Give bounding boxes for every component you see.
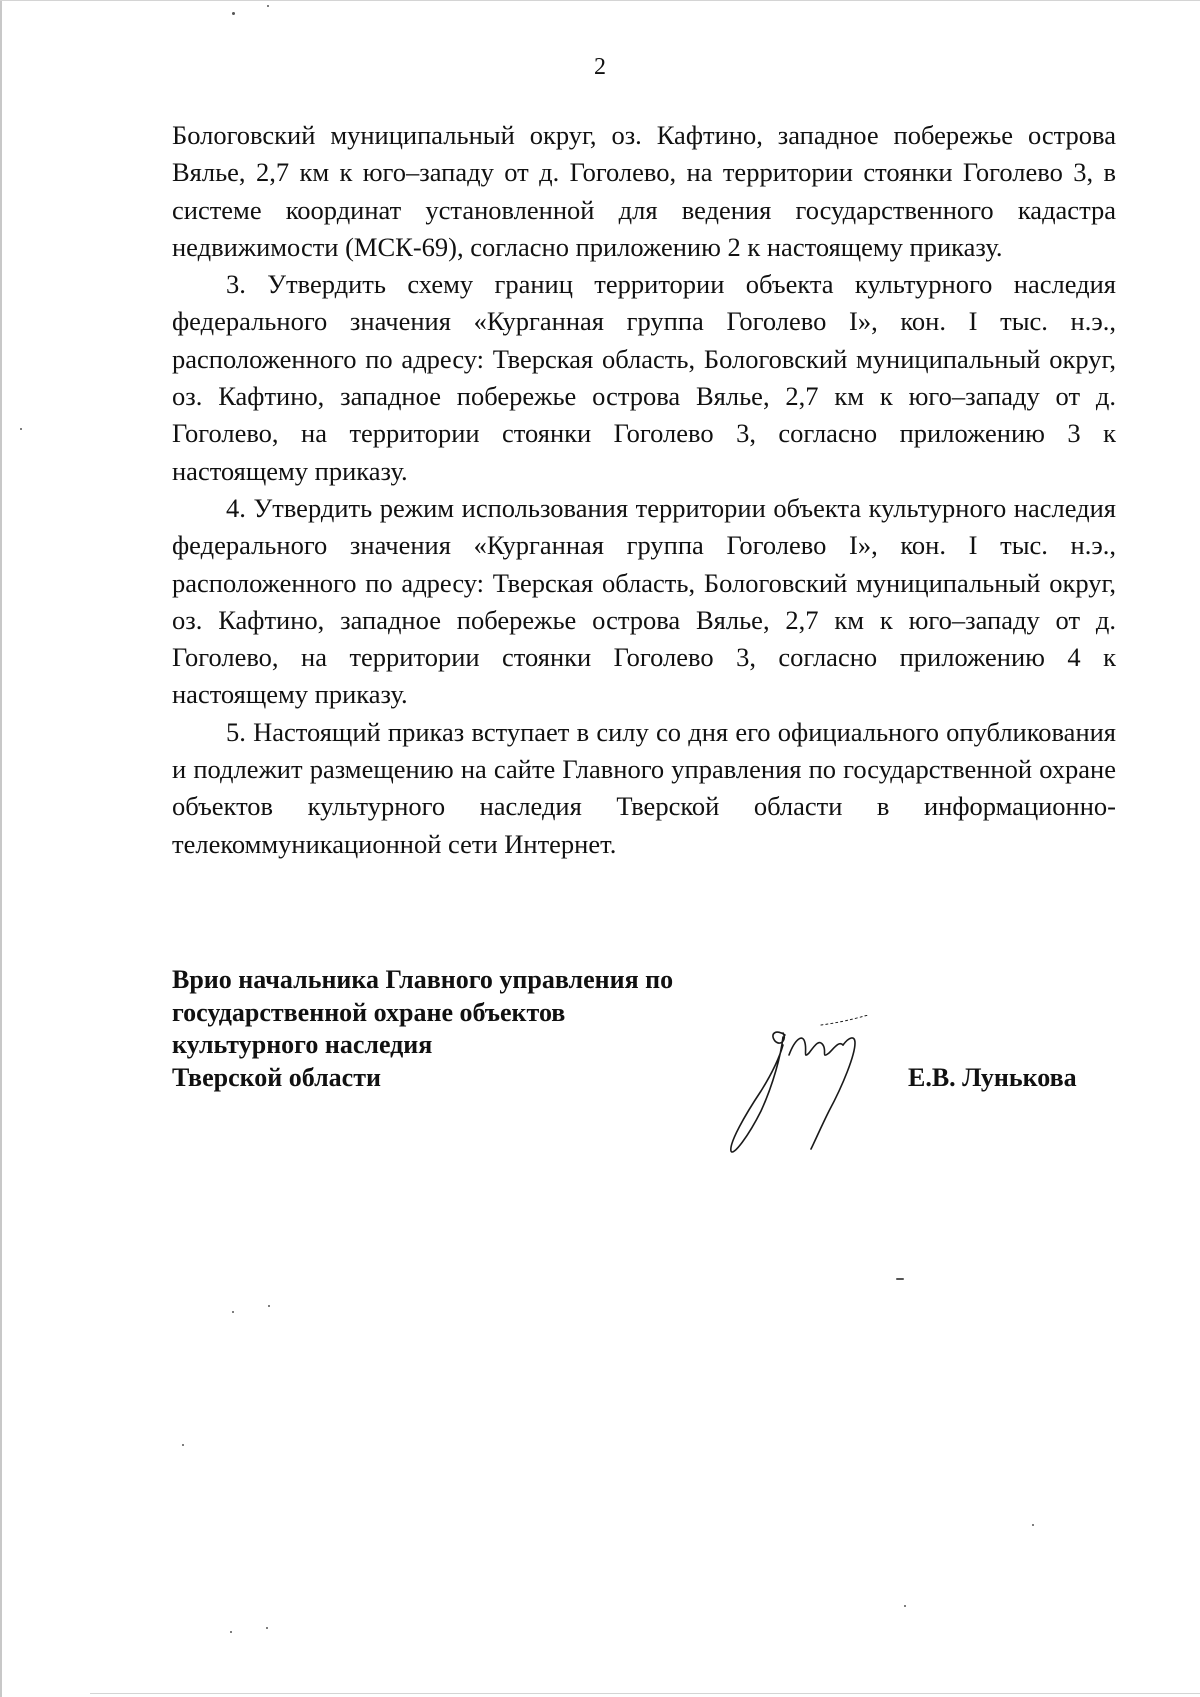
scan-edge-top [0,0,1200,1]
paragraph-item-4: 4. Утвердить режим использования территории объекта культурного наследия федерального значения «Курганная группа Гоголево I», кон. I тыс. н.э., расположенного по адресу: Тверская область, Бологовский муниципальный округ, оз. Кафтино, западное побережье острова Вялье, 2,7 км к юго–западу от д. Гоголево, на территории стоянки Гоголево 3, согласно приложению 4 к настоящему приказу. [172,492,1116,710]
scan-speck [230,1631,232,1633]
scan-speck [232,12,235,15]
paragraph-item-3: 3. Утвердить схему границ территории объекта культурного наследия федерального значения «Курганная группа Гоголево I», кон. I тыс. н.э., расположенного по адресу: Тверская область, Бологовский муниципальный округ, оз. Кафтино, западное побережье острова Вялье, 2,7 км к юго–западу от д. Гоголево, на территории стоянки Гоголево 3, согласно приложению 3 к настоящему приказу. [172,269,1116,486]
scan-speck [232,1311,234,1313]
scan-speck [266,1627,268,1629]
signatory-position-line: культурного наследия [172,1030,433,1059]
signatory-position-line: Врио начальника Главного управления по [172,965,674,994]
page-number: 2 [594,54,606,80]
paragraph-item-5: 5. Настоящий приказ вступает в силу со дня его официального опубликования и подлежит размещению на сайте Главного управления по государственной охране объектов культурного наследия Тверской области в информационно-телекоммуникационной сети Интернет. [172,716,1116,859]
signatory-position-line: Тверской области [172,1062,381,1092]
handwritten-signature [725,1015,905,1165]
signatory-position [172,964,673,1094]
signer-name: Е.В. Лунькова [908,1063,1077,1092]
scan-speck [1032,1524,1034,1526]
scan-speck [267,5,269,7]
scan-speck [268,1305,270,1307]
scan-speck [182,1444,184,1446]
scan-edge-bottom [90,1693,1200,1694]
document-body [172,117,1116,863]
scan-speck [896,1278,904,1280]
scan-speck [20,428,22,430]
scan-speck [904,1605,906,1607]
signatory-position-line: государственной охране объектов [172,997,566,1027]
scan-edge-left [0,0,2,1697]
paragraph-continuation: Бологовский муниципальный округ, оз. Кафтино, западное побережье острова Вялье, 2,7 км к юго–западу от д. Гоголево, на территории стоянки Гоголево 3, в системе координат установленной для ведения государственного кадастра недвижимости (МСК-69), согласно приложению 2 к настоящему приказу. [172,120,1116,262]
